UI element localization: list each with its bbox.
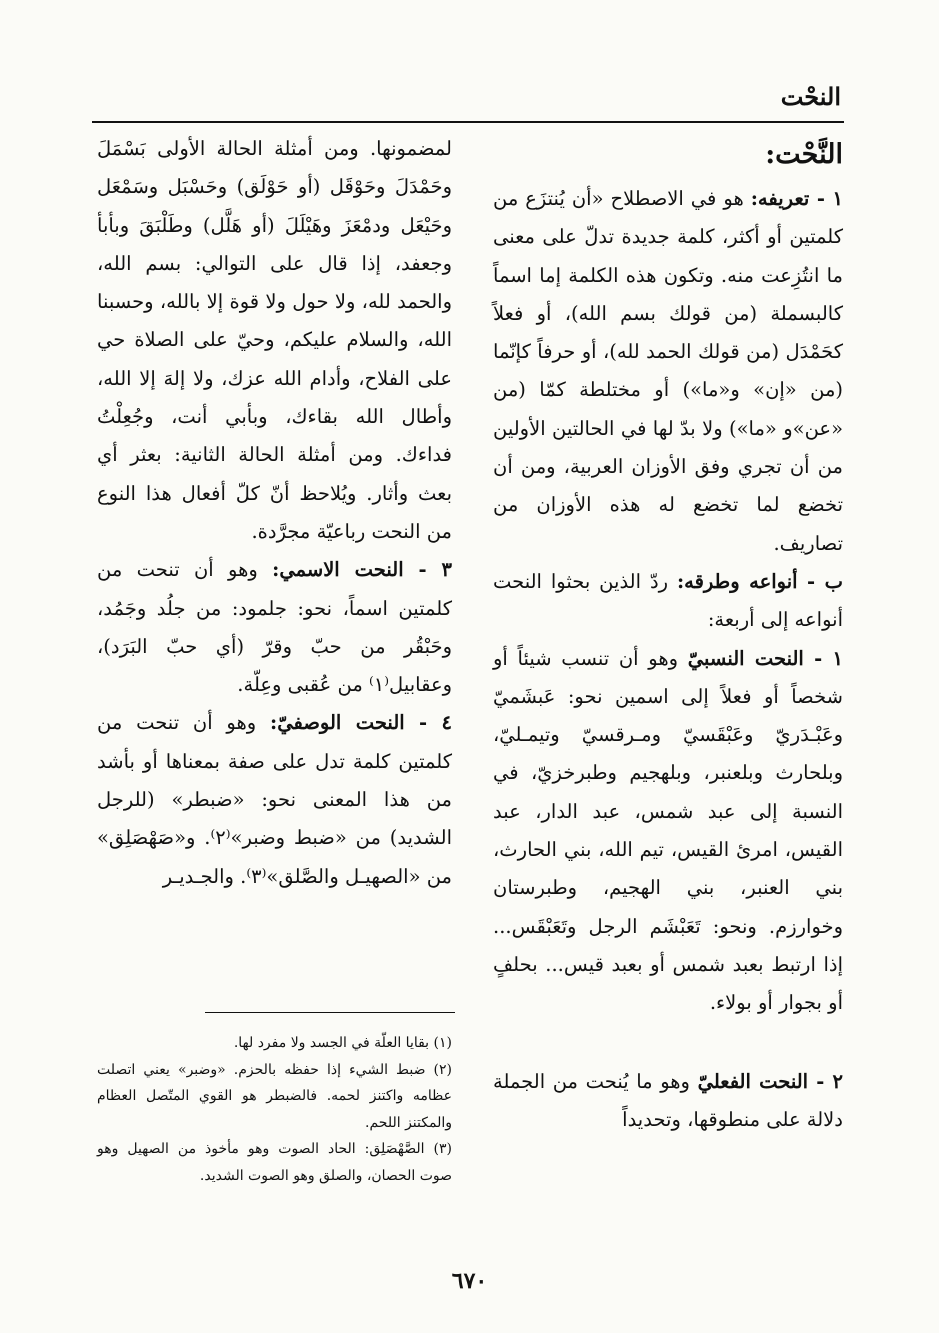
type-3-paragraph (97, 551, 452, 704)
footnote-1: (١) بقايا العلّة في الجسد ولا مفرد لها. (233, 1035, 452, 1051)
type-4-text: وهو أن تنحت من كلمتين كلمة تدل على صفة بمعناها أو بأشد من هذا المعنى نحو: «ضبطر» (للرجل الشديد) من «ضبط وضبر»⁽٢⁾. و«صَهْصَلِق» من «الصهيـل والصَّلق»⁽٣⁾. والجـديـر (97, 711, 452, 888)
definition-label: ١ - تعريفه: (750, 187, 844, 210)
type-2-label: ٢ - النحت الفعليّ (697, 1069, 844, 1093)
type-4-paragraph (97, 704, 452, 895)
right-column (493, 130, 843, 1139)
type-1-paragraph (493, 640, 843, 1023)
left-column (97, 130, 452, 896)
type-4-label: ٤ - النحت الوصفيّ: (270, 711, 453, 735)
continuation-paragraph: لمضمونها. ومن أمثلة الحالة الأولى بَسْمَلَ وحَمْدَلَ وحَوْقَل (أو حَوْلَق) وحَسْبَل وسَمْعَل وحَيْعَل ودمْعَزَ وهَيْلَلَ (أو هَلَّل) وطَلْبَقَ وبأبأ وجعفد، إذا قال على التوالي: بسم الله، والحمد لله، ولا حول ولا قوة إلا بالله، وحسبنا الله، والسلام عليكم، وحيّ على الصلاة حي على الفلاح، وأدام الله عزك، ولا إلهَ إلا الله، وأطال الله بقاءك، وبأبي أنت، وجُعِلْتُ فداءك. ومن أمثلة الحالة الثانية: بعثر أي بعث وأثار. ويُلاحظ أنّ كلّ أفعال هذا النوع من النحت رباعيّة مجرَّدة. (97, 137, 452, 543)
types-paragraph (493, 563, 843, 640)
running-head: النحْت (780, 82, 841, 111)
types-text: ردّ الذين بحثوا النحت أنواعه إلى أربعة: (493, 569, 843, 632)
type-3-label: ٣ - النحت الاسمي: (272, 558, 452, 582)
type-2-paragraph (493, 1063, 843, 1140)
type-1-label: ١ - النحت النسبيّ (687, 646, 844, 670)
page-number: ٦٧٠ (451, 1268, 488, 1294)
type-2-text: وهو ما يُنحت من الجملة دلالة على منطوقها، وتحديداً (493, 1069, 843, 1131)
entry-title: النَّحْت: (765, 139, 843, 170)
footnote-3: (٣) الصَّهْصَلِق: الحاد الصوت وهو مأخوذ من الصهيل وهو صوت الحصان، والصلق وهو الصوت الشديد. (97, 1141, 452, 1184)
footnote-rule (205, 1012, 455, 1013)
types-label: ب - أنواعه وطرقه: (676, 569, 843, 593)
type-3-text: وهو أن تنحت من كلمتين اسماً، نحو: جلمود: من جلُد وجَمُد، وحَبْقُر من حبّ وقرّ (أي حبّ البَرَد)، وعقابيل⁽١⁾ من عُقبى وعِلّة. (97, 558, 452, 697)
type-1-text: وهو أن تنسب شيئاً أو شخصاً أو فعلاً إلى اسمين نحو: عَبشَميّ وعَبْـدَريّ وعَبْقَسيّ ومـرقسيّ وتيمـليّ، وبلحارث وبلعنبر، وبلهجيم وطبرخزيّ، في النسبة إلى عبد شمس، عبد الدار، عبد القيس، امرئ القيس، تيم الله، بني الحارث، بني العنبر، بني الهجيم، وطبرستان وخوارزم. ونحو: تَعَبْشَم الرجل وتَعَبْقَس... إذا ارتبط بعبد شمس أو بعبد قيس... بحلفٍ أو بجوار أو بولاء. (493, 646, 843, 1015)
footnotes (97, 1030, 452, 1189)
definition-text: هو في الاصطلاح «أن يُنتزَع من كلمتين أو أكثر، كلمة جديدة تدلّ على معنى ما انتُزِعت منه. وتكون هذه الكلمة إما اسماً كالبسملة (من قولك بسم الله)، أو فعلاً كحَمْدَل (من قولك الحمد لله)، أو حرفاً كإنّما (من «إن» و«ما») أو مختلطة كمّا (من «عن»و «ما») ولا بدّ لها في الحالتين الأولين من أن تجري وفق الأوزان العربية، ومن أن تخضع لما تخضع له هذه الأوزان من تصاريف. (493, 187, 843, 555)
definition-paragraph (493, 180, 843, 563)
footnote-2: (٢) ضبط الشيء إذا حفظه بالحزم. «وضبر» يعني اتصلت عظامه واكتنز لحمه. فالضبطر هو القوي المتّصل العظام والمكتنز اللحم. (97, 1061, 452, 1131)
header-rule (92, 121, 844, 123)
